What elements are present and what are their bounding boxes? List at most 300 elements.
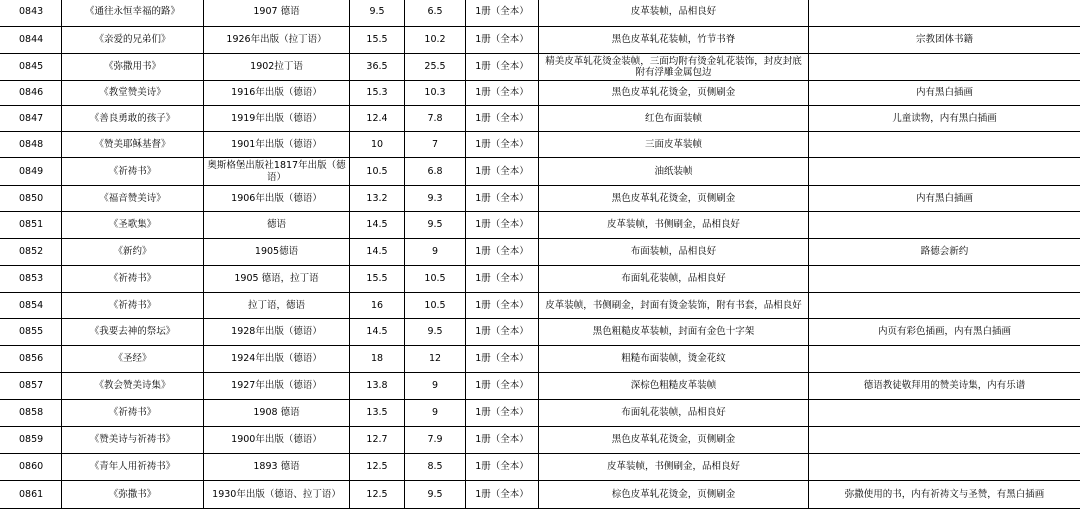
cell-id[interactable] xyxy=(0,266,62,293)
cell-binding[interactable] xyxy=(539,427,809,454)
cell-width[interactable] xyxy=(405,239,466,266)
cell-height[interactable] xyxy=(350,0,405,27)
cell-id-text: 0861 xyxy=(19,488,44,500)
cell-height[interactable] xyxy=(350,212,405,239)
cell-publication[interactable] xyxy=(204,212,350,239)
cell-binding-text: 深棕色粗糙皮革装帧 xyxy=(630,380,717,392)
cell-publication[interactable] xyxy=(204,239,350,266)
cell-publication-text: 1928年出版（德语） xyxy=(231,326,322,338)
cell-height[interactable] xyxy=(350,81,405,106)
cell-height-text: 10.5 xyxy=(366,165,388,177)
cell-height-text: 12.4 xyxy=(366,112,388,124)
cell-publication[interactable] xyxy=(204,266,350,293)
cell-id-text: 0858 xyxy=(19,407,44,419)
cell-publication-text: 1908 德语 xyxy=(253,407,300,419)
cell-title-text: 《弥撒用书》 xyxy=(103,61,161,73)
cell-width-text: 10.3 xyxy=(424,87,446,99)
cell-height[interactable] xyxy=(350,454,405,481)
cell-volumes[interactable] xyxy=(466,481,539,509)
cell-id[interactable] xyxy=(0,132,62,158)
cell-binding-text: 皮革装帧，书侧刷金，品相良好 xyxy=(606,219,740,231)
cell-note[interactable] xyxy=(809,481,1080,509)
cell-binding-text: 布面轧花装帧，品相良好 xyxy=(621,273,726,285)
cell-width[interactable] xyxy=(405,427,466,454)
cell-publication[interactable] xyxy=(204,373,350,400)
cell-binding[interactable] xyxy=(539,81,809,106)
cell-width[interactable] xyxy=(405,186,466,212)
cell-volumes[interactable] xyxy=(466,186,539,212)
cell-volumes-text: 1册（全本） xyxy=(475,138,529,150)
cell-publication[interactable] xyxy=(204,106,350,132)
cell-width[interactable] xyxy=(405,346,466,373)
cell-volumes-text: 1册（全本） xyxy=(475,353,529,365)
cell-width[interactable] xyxy=(405,400,466,427)
table-row xyxy=(0,0,1080,27)
table-row xyxy=(0,81,1080,106)
cell-height-text: 14.5 xyxy=(366,326,388,338)
cell-note[interactable] xyxy=(809,106,1080,132)
cell-publication[interactable] xyxy=(204,454,350,481)
cell-volumes-text: 1册（全本） xyxy=(475,326,529,338)
cell-volumes[interactable] xyxy=(466,346,539,373)
cell-width-text: 7 xyxy=(431,138,439,150)
cell-height[interactable] xyxy=(350,373,405,400)
cell-title[interactable] xyxy=(62,346,204,373)
cell-title[interactable] xyxy=(62,427,204,454)
cell-width[interactable] xyxy=(405,106,466,132)
cell-title[interactable] xyxy=(62,158,204,186)
cell-width-text: 6.8 xyxy=(427,165,443,177)
cell-binding-text: 精美皮革轧花烫金装帧，三面均附有烫金轧花装饰，封皮封底附有浮雕金属包边 xyxy=(545,55,802,78)
cell-note[interactable] xyxy=(809,239,1080,266)
cell-publication-text: 1905 德语，拉丁语 xyxy=(234,273,319,285)
cell-note[interactable] xyxy=(809,400,1080,427)
cell-height-text: 10 xyxy=(370,138,384,150)
cell-note[interactable] xyxy=(809,186,1080,212)
cell-note[interactable] xyxy=(809,54,1080,81)
cell-id-text: 0856 xyxy=(19,353,44,365)
cell-binding[interactable] xyxy=(539,239,809,266)
cell-id[interactable] xyxy=(0,481,62,509)
cell-width[interactable] xyxy=(405,0,466,27)
cell-title[interactable] xyxy=(62,212,204,239)
cell-height[interactable] xyxy=(350,346,405,373)
cell-note-text: 路德会新约 xyxy=(920,246,969,258)
cell-binding[interactable] xyxy=(539,132,809,158)
cell-width-text: 9.5 xyxy=(427,326,443,338)
cell-volumes[interactable] xyxy=(466,373,539,400)
cell-id-text: 0850 xyxy=(19,192,44,204)
cell-title-text: 《教会赞美诗集》 xyxy=(94,380,171,392)
cell-volumes[interactable] xyxy=(466,27,539,54)
cell-volumes-text: 1册（全本） xyxy=(475,434,529,446)
cell-publication-text: 1916年出版（德语） xyxy=(231,87,322,99)
table-row xyxy=(0,400,1080,427)
cell-width[interactable] xyxy=(405,373,466,400)
cell-title[interactable] xyxy=(62,106,204,132)
cell-binding[interactable] xyxy=(539,319,809,346)
cell-width-text: 10.2 xyxy=(424,34,446,46)
cell-id-text: 0847 xyxy=(19,112,44,124)
cell-id[interactable] xyxy=(0,54,62,81)
cell-volumes-text: 1册（全本） xyxy=(475,6,529,18)
cell-id-text: 0853 xyxy=(19,273,44,285)
cell-title[interactable] xyxy=(62,27,204,54)
table-row xyxy=(0,186,1080,212)
cell-volumes-text: 1册（全本） xyxy=(475,407,529,419)
cell-height-text: 15.5 xyxy=(366,273,388,285)
cell-binding[interactable] xyxy=(539,158,809,186)
cell-publication[interactable] xyxy=(204,158,350,186)
cell-binding-text: 布面装帧，品相良好 xyxy=(630,246,717,258)
cell-note[interactable] xyxy=(809,81,1080,106)
cell-width-text: 9.5 xyxy=(427,488,443,500)
cell-height[interactable] xyxy=(350,54,405,81)
cell-width[interactable] xyxy=(405,266,466,293)
cell-publication-text: 1930年出版（德语、拉丁语） xyxy=(212,488,341,500)
cell-volumes-text: 1册（全本） xyxy=(475,34,529,46)
cell-id[interactable] xyxy=(0,106,62,132)
cell-title[interactable] xyxy=(62,186,204,212)
cell-id[interactable] xyxy=(0,0,62,27)
cell-title-text: 《赞美诗与祈祷书》 xyxy=(89,434,176,446)
cell-volumes[interactable] xyxy=(466,106,539,132)
cell-volumes-text: 1册（全本） xyxy=(475,87,529,99)
cell-binding-text: 布面轧花装帧，品相良好 xyxy=(621,407,726,419)
cell-volumes[interactable] xyxy=(466,54,539,81)
cell-height[interactable] xyxy=(350,106,405,132)
cell-height[interactable] xyxy=(350,400,405,427)
cell-width-text: 12 xyxy=(428,353,442,365)
cell-width-text: 9.5 xyxy=(427,219,443,231)
cell-height[interactable] xyxy=(350,186,405,212)
cell-height[interactable] xyxy=(350,266,405,293)
cell-note-text: 内有黑白插画 xyxy=(915,192,973,204)
cell-note[interactable] xyxy=(809,0,1080,27)
cell-height[interactable] xyxy=(350,427,405,454)
cell-binding-text: 黑色皮革轧花烫金，页侧刷金 xyxy=(611,87,736,99)
cell-height-text: 13.5 xyxy=(366,407,388,419)
cell-volumes-text: 1册（全本） xyxy=(475,246,529,258)
cell-height[interactable] xyxy=(350,239,405,266)
table-row xyxy=(0,158,1080,186)
cell-id-text: 0843 xyxy=(19,6,44,18)
cell-volumes[interactable] xyxy=(466,0,539,27)
cell-volumes[interactable] xyxy=(466,454,539,481)
cell-binding-text: 红色布面装帧 xyxy=(644,112,702,124)
cell-volumes[interactable] xyxy=(466,239,539,266)
cell-title-text: 《我要去神的祭坛》 xyxy=(89,326,176,338)
cell-title-text: 《祈祷书》 xyxy=(108,299,157,311)
cell-height-text: 12.7 xyxy=(366,434,388,446)
cell-height-text: 13.2 xyxy=(366,192,388,204)
table-row xyxy=(0,427,1080,454)
cell-publication-text: 1893 德语 xyxy=(253,461,300,473)
cell-note[interactable] xyxy=(809,427,1080,454)
cell-publication-text: 1926年出版（拉丁语） xyxy=(226,34,327,46)
cell-publication[interactable] xyxy=(204,481,350,509)
cell-note-text: 儿童读物，内有黑白插画 xyxy=(892,112,997,124)
cell-height-text: 9.5 xyxy=(369,6,385,18)
cell-title-text: 《赞美耶稣基督》 xyxy=(94,138,171,150)
cell-title[interactable] xyxy=(62,293,204,319)
cell-note[interactable] xyxy=(809,212,1080,239)
cell-title-text: 《善良勇敢的孩子》 xyxy=(89,112,176,124)
cell-title[interactable] xyxy=(62,373,204,400)
cell-publication[interactable] xyxy=(204,54,350,81)
cell-width-text: 10.5 xyxy=(424,273,446,285)
cell-title-text: 《祈祷书》 xyxy=(108,273,157,285)
cell-publication-text: 1901年出版（德语） xyxy=(231,138,322,150)
cell-width[interactable] xyxy=(405,293,466,319)
cell-id[interactable] xyxy=(0,212,62,239)
cell-height[interactable] xyxy=(350,132,405,158)
cell-width[interactable] xyxy=(405,81,466,106)
cell-id-text: 0845 xyxy=(19,61,44,73)
cell-width[interactable] xyxy=(405,481,466,509)
cell-binding[interactable] xyxy=(539,0,809,27)
cell-publication[interactable] xyxy=(204,346,350,373)
cell-width[interactable] xyxy=(405,158,466,186)
cell-id[interactable] xyxy=(0,186,62,212)
cell-title-text: 《圣歌集》 xyxy=(108,219,157,231)
cell-width[interactable] xyxy=(405,212,466,239)
cell-title[interactable] xyxy=(62,266,204,293)
cell-publication-text: 拉丁语，德语 xyxy=(247,299,305,311)
cell-binding-text: 黑色皮革轧花装帧，竹节书脊 xyxy=(611,34,736,46)
cell-note[interactable] xyxy=(809,132,1080,158)
cell-width-text: 25.5 xyxy=(424,61,446,73)
cell-id[interactable] xyxy=(0,158,62,186)
cell-binding[interactable] xyxy=(539,373,809,400)
cell-title[interactable] xyxy=(62,132,204,158)
cell-note[interactable] xyxy=(809,319,1080,346)
cell-binding-text: 棕色皮革轧花烫金，页侧刷金 xyxy=(611,488,736,500)
cell-note[interactable] xyxy=(809,266,1080,293)
cell-height-text: 15.5 xyxy=(366,34,388,46)
cell-binding[interactable] xyxy=(539,54,809,81)
cell-width-text: 9 xyxy=(431,246,439,258)
cell-height[interactable] xyxy=(350,293,405,319)
cell-publication-text: 1906年出版（德语） xyxy=(231,192,322,204)
cell-publication-text: 德语 xyxy=(266,219,286,231)
cell-width[interactable] xyxy=(405,132,466,158)
table-row xyxy=(0,319,1080,346)
cell-volumes-text: 1册（全本） xyxy=(475,61,529,73)
cell-id[interactable] xyxy=(0,346,62,373)
cell-binding[interactable] xyxy=(539,27,809,54)
cell-title-text: 《圣经》 xyxy=(113,353,152,365)
table-row xyxy=(0,54,1080,81)
cell-binding[interactable] xyxy=(539,212,809,239)
cell-height-text: 14.5 xyxy=(366,246,388,258)
cell-binding-text: 黑色粗糙皮革装帧，封面有金色十字架 xyxy=(592,326,755,338)
cell-note-text: 宗教团体书籍 xyxy=(915,34,973,46)
cell-binding-text: 黑色皮革轧花烫金，页侧刷金 xyxy=(611,434,736,446)
cell-publication-text: 1900年出版（德语） xyxy=(231,434,322,446)
cell-height-text: 12.5 xyxy=(366,461,388,473)
table-row xyxy=(0,346,1080,373)
cell-note-text: 内页有彩色插画，内有黑白插画 xyxy=(877,326,1011,338)
table-row xyxy=(0,481,1080,509)
cell-publication-text: 1924年出版（德语） xyxy=(231,353,322,365)
cell-volumes-text: 1册（全本） xyxy=(475,380,529,392)
cell-title[interactable] xyxy=(62,81,204,106)
cell-note[interactable] xyxy=(809,293,1080,319)
cell-height-text: 12.5 xyxy=(366,488,388,500)
cell-binding-text: 皮革装帧，书侧刷金，封面有烫金装饰，附有书套，品相良好 xyxy=(545,299,802,311)
cell-width-text: 10.5 xyxy=(424,299,446,311)
cell-id[interactable] xyxy=(0,81,62,106)
cell-volumes[interactable] xyxy=(466,266,539,293)
cell-title[interactable] xyxy=(62,400,204,427)
cell-publication[interactable] xyxy=(204,400,350,427)
cell-binding-text: 三面皮革装帧 xyxy=(644,138,702,150)
cell-binding-text: 皮革装帧，品相良好 xyxy=(630,6,717,18)
cell-title-text: 《弥撒书》 xyxy=(108,488,157,500)
cell-publication-text: 1927年出版（德语） xyxy=(231,380,322,392)
cell-width-text: 9.3 xyxy=(427,192,443,204)
cell-height-text: 14.5 xyxy=(366,219,388,231)
cell-title[interactable] xyxy=(62,319,204,346)
cell-binding-text: 黑色皮革轧花烫金，页侧刷金 xyxy=(611,192,736,204)
cell-id[interactable] xyxy=(0,400,62,427)
cell-publication[interactable] xyxy=(204,132,350,158)
cell-binding-text: 皮革装帧，书侧刷金，品相良好 xyxy=(606,461,740,473)
cell-publication-text: 1907 德语 xyxy=(253,6,300,18)
cell-binding[interactable] xyxy=(539,481,809,509)
cell-note[interactable] xyxy=(809,346,1080,373)
cell-note[interactable] xyxy=(809,158,1080,186)
cell-width[interactable] xyxy=(405,454,466,481)
cell-binding[interactable] xyxy=(539,106,809,132)
cell-id-text: 0852 xyxy=(19,246,44,258)
cell-width[interactable] xyxy=(405,27,466,54)
cell-volumes[interactable] xyxy=(466,132,539,158)
cell-volumes[interactable] xyxy=(466,427,539,454)
cell-binding[interactable] xyxy=(539,454,809,481)
cell-title[interactable] xyxy=(62,481,204,509)
cell-id-text: 0849 xyxy=(19,165,44,177)
cell-binding-text: 粗糙布面装帧，烫金花纹 xyxy=(621,353,726,365)
cell-title-text: 《通往永恒幸福的路》 xyxy=(84,6,180,18)
cell-height[interactable] xyxy=(350,27,405,54)
cell-publication-text: 1919年出版（德语） xyxy=(231,112,322,124)
cell-id-text: 0844 xyxy=(19,34,44,46)
cell-note[interactable] xyxy=(809,27,1080,54)
cell-id[interactable] xyxy=(0,293,62,319)
cell-publication[interactable] xyxy=(204,293,350,319)
cell-width[interactable] xyxy=(405,54,466,81)
cell-volumes-text: 1册（全本） xyxy=(475,461,529,473)
cell-id-text: 0859 xyxy=(19,434,44,446)
cell-id-text: 0860 xyxy=(19,461,44,473)
cell-id[interactable] xyxy=(0,27,62,54)
cell-id-text: 0855 xyxy=(19,326,44,338)
cell-height[interactable] xyxy=(350,158,405,186)
cell-publication[interactable] xyxy=(204,27,350,54)
cell-height[interactable] xyxy=(350,481,405,509)
cell-width-text: 8.5 xyxy=(427,461,443,473)
cell-publication[interactable] xyxy=(204,427,350,454)
cell-id[interactable] xyxy=(0,454,62,481)
cell-volumes-text: 1册（全本） xyxy=(475,299,529,311)
cell-volumes[interactable] xyxy=(466,293,539,319)
cell-binding[interactable] xyxy=(539,346,809,373)
cell-publication-text: 奥斯格堡出版社1817年出版（德语） xyxy=(207,160,346,183)
cell-binding-text: 油纸装帧 xyxy=(654,165,693,177)
cell-publication[interactable] xyxy=(204,0,350,27)
cell-title[interactable] xyxy=(62,54,204,81)
cell-publication[interactable] xyxy=(204,81,350,106)
cell-title-text: 《福音赞美诗》 xyxy=(99,192,166,204)
cell-volumes[interactable] xyxy=(466,319,539,346)
cell-binding[interactable] xyxy=(539,266,809,293)
cell-id[interactable] xyxy=(0,319,62,346)
cell-publication-text: 1902拉丁语 xyxy=(250,61,303,73)
cell-height-text: 18 xyxy=(370,353,384,365)
cell-publication[interactable] xyxy=(204,186,350,212)
cell-title-text: 《亲爱的兄弟们》 xyxy=(94,34,171,46)
cell-volumes[interactable] xyxy=(466,158,539,186)
cell-id[interactable] xyxy=(0,239,62,266)
cell-note-text: 内有黑白插画 xyxy=(915,87,973,99)
cell-volumes[interactable] xyxy=(466,400,539,427)
cell-height-text: 36.5 xyxy=(366,61,388,73)
cell-width[interactable] xyxy=(405,319,466,346)
cell-volumes[interactable] xyxy=(466,212,539,239)
cell-volumes-text: 1册（全本） xyxy=(475,112,529,124)
table-row xyxy=(0,106,1080,132)
cell-width-text: 7.8 xyxy=(427,112,443,124)
cell-volumes[interactable] xyxy=(466,81,539,106)
cell-title-text: 《新约》 xyxy=(113,246,152,258)
cell-publication[interactable] xyxy=(204,319,350,346)
cell-width-text: 9 xyxy=(431,380,439,392)
cell-id-text: 0851 xyxy=(19,219,44,231)
cell-note[interactable] xyxy=(809,454,1080,481)
table-row xyxy=(0,454,1080,481)
table-row xyxy=(0,293,1080,319)
cell-title-text: 《青年人用祈祷书》 xyxy=(89,461,176,473)
cell-binding[interactable] xyxy=(539,186,809,212)
cell-id[interactable] xyxy=(0,427,62,454)
table-row xyxy=(0,373,1080,400)
table-row xyxy=(0,27,1080,54)
cell-title-text: 《祈祷书》 xyxy=(108,407,157,419)
cell-binding[interactable] xyxy=(539,293,809,319)
cell-width-text: 6.5 xyxy=(427,6,443,18)
table-row xyxy=(0,212,1080,239)
cell-id-text: 0846 xyxy=(19,87,44,99)
cell-note-text: 弥撒使用的书，内有祈祷文与圣赞，有黑白插画 xyxy=(844,488,1045,500)
cell-width-text: 7.9 xyxy=(427,434,443,446)
cell-binding[interactable] xyxy=(539,400,809,427)
cell-title-text: 《祈祷书》 xyxy=(108,165,157,177)
cell-title[interactable] xyxy=(62,454,204,481)
cell-height-text: 13.8 xyxy=(366,380,388,392)
cell-id[interactable] xyxy=(0,373,62,400)
cell-note[interactable] xyxy=(809,373,1080,400)
cell-title-text: 《教堂赞美诗》 xyxy=(99,87,166,99)
cell-height[interactable] xyxy=(350,319,405,346)
cell-width-text: 9 xyxy=(431,407,439,419)
cell-title[interactable] xyxy=(62,239,204,266)
cell-height-text: 16 xyxy=(370,299,384,311)
cell-publication-text: 1905德语 xyxy=(254,246,299,258)
cell-title[interactable] xyxy=(62,0,204,27)
cell-id-text: 0848 xyxy=(19,138,44,150)
